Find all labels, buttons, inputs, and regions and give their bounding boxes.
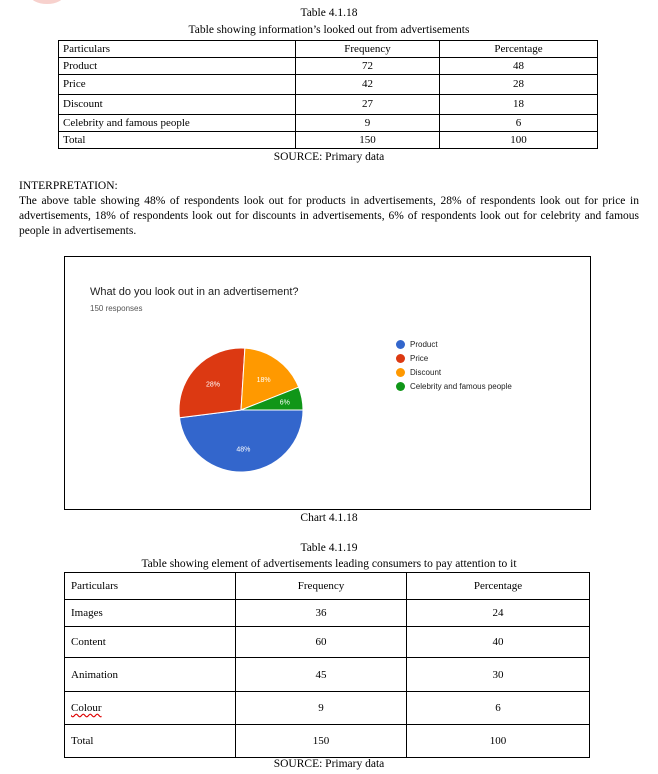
table-cell: 9 <box>296 115 440 132</box>
table-cell: Price <box>59 75 296 95</box>
interpretation-heading: INTERPRETATION: <box>19 180 118 192</box>
interpretation-text: The above table showing 48% of respondents look out for products in advertisements, 28% of respondents look out for price in advertisements, 18% of respondents look out for discounts in advertisements, 6% of respondents look out for celebrity and famous people in advertisements. <box>19 195 639 237</box>
table1 <box>58 40 598 149</box>
table-cell: Total <box>65 725 236 758</box>
pie-slice-label: 28% <box>205 381 221 389</box>
table-row <box>65 600 590 627</box>
table-cell: 60 <box>236 627 407 658</box>
table-cell: 9 <box>236 692 407 725</box>
header-cell: Percentage <box>407 573 590 600</box>
pie-slice-product <box>179 410 303 472</box>
chart-title: What do you look out in an advertisement? <box>90 286 299 298</box>
table-row <box>65 725 590 758</box>
table1-caption: Table 4.1.18 <box>300 7 358 19</box>
legend-swatch <box>396 368 405 377</box>
table-row <box>65 658 590 692</box>
table1-source: SOURCE: Primary data <box>273 151 385 163</box>
legend-item <box>396 351 512 365</box>
table-cell: 150 <box>236 725 407 758</box>
table-row <box>59 75 598 95</box>
legend-item <box>396 337 512 351</box>
table-cell: 45 <box>236 658 407 692</box>
table-cell: 36 <box>236 600 407 627</box>
table-cell-text: Colour <box>71 702 102 714</box>
table-cell: 100 <box>440 132 598 149</box>
table-cell: Total <box>59 132 296 149</box>
table-cell: Celebrity and famous people <box>59 115 296 132</box>
decorative-shape <box>30 0 64 4</box>
table-cell: Content <box>65 627 236 658</box>
table-cell: 150 <box>296 132 440 149</box>
chart-legend <box>396 337 512 393</box>
table-row <box>59 115 598 132</box>
pie-chart-container <box>64 256 591 510</box>
table-cell: 100 <box>407 725 590 758</box>
table-cell: 30 <box>407 658 590 692</box>
table-cell <box>65 692 236 725</box>
pie-slice-label: 6% <box>279 399 290 407</box>
table-cell: 72 <box>296 58 440 75</box>
header-cell: Frequency <box>296 41 440 58</box>
table-row <box>65 627 590 658</box>
legend-label: Discount <box>410 367 442 377</box>
table-cell: 6 <box>407 692 590 725</box>
table2-title: Table showing element of advertisements leading consumers to pay attention to it <box>141 558 517 570</box>
chart-caption: Chart 4.1.18 <box>300 512 358 524</box>
legend-swatch <box>396 382 405 391</box>
legend-item <box>396 365 512 379</box>
table-cell: 48 <box>440 58 598 75</box>
pie-slice-label: 48% <box>236 446 251 454</box>
table-cell: 28 <box>440 75 598 95</box>
header-cell: Particulars <box>65 573 236 600</box>
table-row <box>59 132 598 149</box>
pie-slice-label: 18% <box>256 376 271 384</box>
legend-label: Product <box>410 339 438 349</box>
table-header-row <box>59 41 598 58</box>
legend-label: Celebrity and famous people <box>410 381 512 391</box>
header-cell: Percentage <box>440 41 598 58</box>
table-cell: 18 <box>440 95 598 115</box>
table-cell: Animation <box>65 658 236 692</box>
legend-item <box>396 379 512 393</box>
header-cell: Frequency <box>236 573 407 600</box>
table-cell: Images <box>65 600 236 627</box>
table-row <box>59 58 598 75</box>
table-cell: 42 <box>296 75 440 95</box>
table-cell: 27 <box>296 95 440 115</box>
legend-label: Price <box>410 353 429 363</box>
header-cell: Particulars <box>59 41 296 58</box>
legend-swatch <box>396 354 405 363</box>
table-row <box>65 692 590 725</box>
table-header-row <box>65 573 590 600</box>
table-cell: 6 <box>440 115 598 132</box>
table-cell: 40 <box>407 627 590 658</box>
table2-source: SOURCE: Primary data <box>273 758 385 770</box>
table2-caption: Table 4.1.19 <box>300 542 358 554</box>
table2 <box>64 572 590 758</box>
chart-subtitle: 150 responses <box>90 304 143 313</box>
table-cell: 24 <box>407 600 590 627</box>
table-cell: Discount <box>59 95 296 115</box>
table1-title: Table showing information’s looked out from advertisements <box>188 24 470 36</box>
legend-swatch <box>396 340 405 349</box>
table-row <box>59 95 598 115</box>
table-cell: Product <box>59 58 296 75</box>
